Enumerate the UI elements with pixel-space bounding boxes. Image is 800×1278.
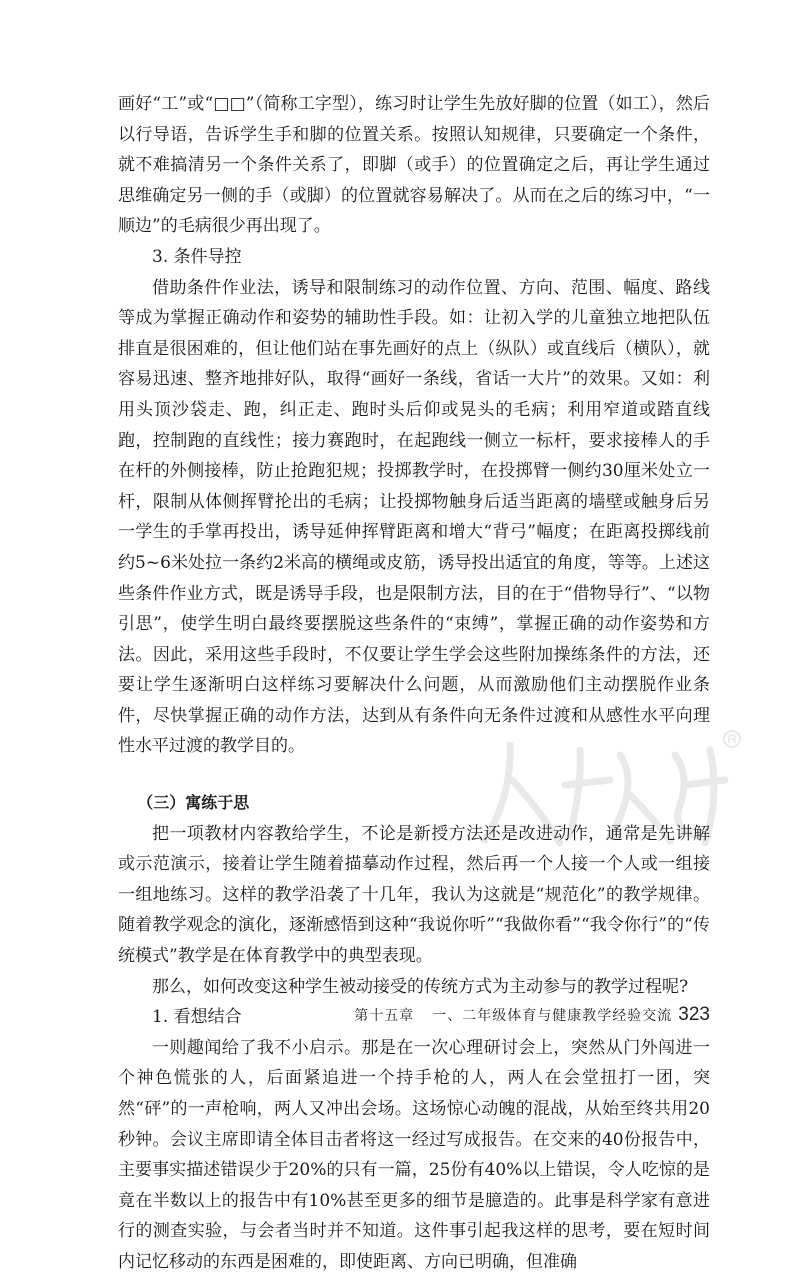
- paragraph-continuation: 画好“工”或“□□”（简称工字型），练习时让学生先放好脚的位置（如工），然后以行导语，告诉学生手和脚的位置关系。按照认知规律，只要确定一个条件，就不难搞清另一个条件关系了，即脚（或手）的位置确定之后，再让学生通过思维确定另一侧的手（或脚）的位置就容易解决了。从而在之后的练习中，“一顺边”的毛病很少再出现了。: [118, 94, 710, 237]
- footer-chapter: 第十五章: [354, 1008, 415, 1024]
- paragraph-condition-method: 借助条件作业法，诱导和限制练习的动作位置、方向、范围、幅度、路线等成为掌握正确动作和姿势的辅助性手段。如：让初入学的儿童独立地把队伍排直是很困难的，但让他们站在事先画好的点上（纵队）或直线后（横队），就容易迅速、整齐地排好队，取得“画好一条线，省话一大片”的效果。又如：利用头顶沙袋走、跑，纠正走、跑时头后仰或晃头的毛病；利用窄道或踏直线跑，控制跑的直线性；接力赛跑时，在起跑线一侧立一标杆，要求接棒人的手在杆的外侧接棒，防止抢跑犯规；投掷教学时，在投掷臂一侧约30厘米处立一杆，限制从体侧挥臂抡出的毛病；让投掷物触身后适当距离的墙壁或触身后另一学生的手掌再投出，诱导延伸挥臂距离和增大“背弓”幅度；在距离投掷线前约5~6米处拉一条约2米高的横绳或皮筋，诱导投出适宜的角度，等等。上述这些条件作业方式，既是诱导手段，也是限制方法，目的在于“借物导行”、“以物引思”，使学生明白最终要摆脱这些条件的“束缚”，掌握正确的动作姿势和方法。因此，采用这些手段时，不仅要让学生学会这些附加操练条件的方法，还要让学生逐渐明白这样练习要解决什么问题，从而激励他们主动摆脱作业条件，尽快掌握正确的动作方法，达到从有条件向无条件过渡和从感性水平向理性水平过渡的教学目的。: [118, 277, 710, 757]
- publisher-watermark-logo: [470, 725, 750, 855]
- paragraph-question: 那么，如何改变这种学生被动接受的传统方式为主动参与的教学过程呢?: [152, 976, 689, 997]
- paragraph-traditional-teaching: 把一项教材内容教给学生，不论是新授方法还是改进动作，通常是先讲解或示范演示，接着让学生随着描摹动作过程，然后再一个人接一个人或一组接一组地练习。这样的教学沿袭了十几年，我认为这就是“规范化”的教学规律。随着教学观念的演化，逐渐感悟到这种“我说你听”“我做你看”“我令你行”的“传统模式”教学是在体育教学中的典型表现。: [118, 823, 710, 967]
- body-text: [118, 89, 710, 1278]
- section-heading-practice-in-thinking: （三）寓练于思: [137, 793, 250, 813]
- page-number: 323: [678, 1004, 710, 1025]
- subheading-condition-guidance: 3. 条件导控: [152, 246, 242, 267]
- footer-chapter-title: 一、二年级体育与健康教学经验交流: [432, 1008, 673, 1024]
- subheading-look-and-think: 1. 看想结合: [152, 1007, 242, 1028]
- page-footer: [118, 1004, 710, 1032]
- paragraph-anecdote: 一则趣闻给了我不小启示。那是在一次心理研讨会上，突然从门外闯进一个神色慌张的人，后面紧追进一个持手枪的人，两人在会堂扭打一团，突然“砰”的一声枪响，两人又冲出会场。这场惊心动魄的混战，从始至终共用20秒钟。会议主席即请全体目击者将这一经过写成报告。在交来的40份报告中，主要事实描述错误少于20%的只有一篇，25份有40%以上错误，令人吃惊的是竟在半数以上的报告中有10%甚至更多的细节是臆造的。此事是科学家有意进行的测查实验，与会者当时并不知道。这件事引起我这样的思考，要在短时间内记忆移动的东西是困难的，即使距离、方向已明确，但准确: [118, 1037, 710, 1272]
